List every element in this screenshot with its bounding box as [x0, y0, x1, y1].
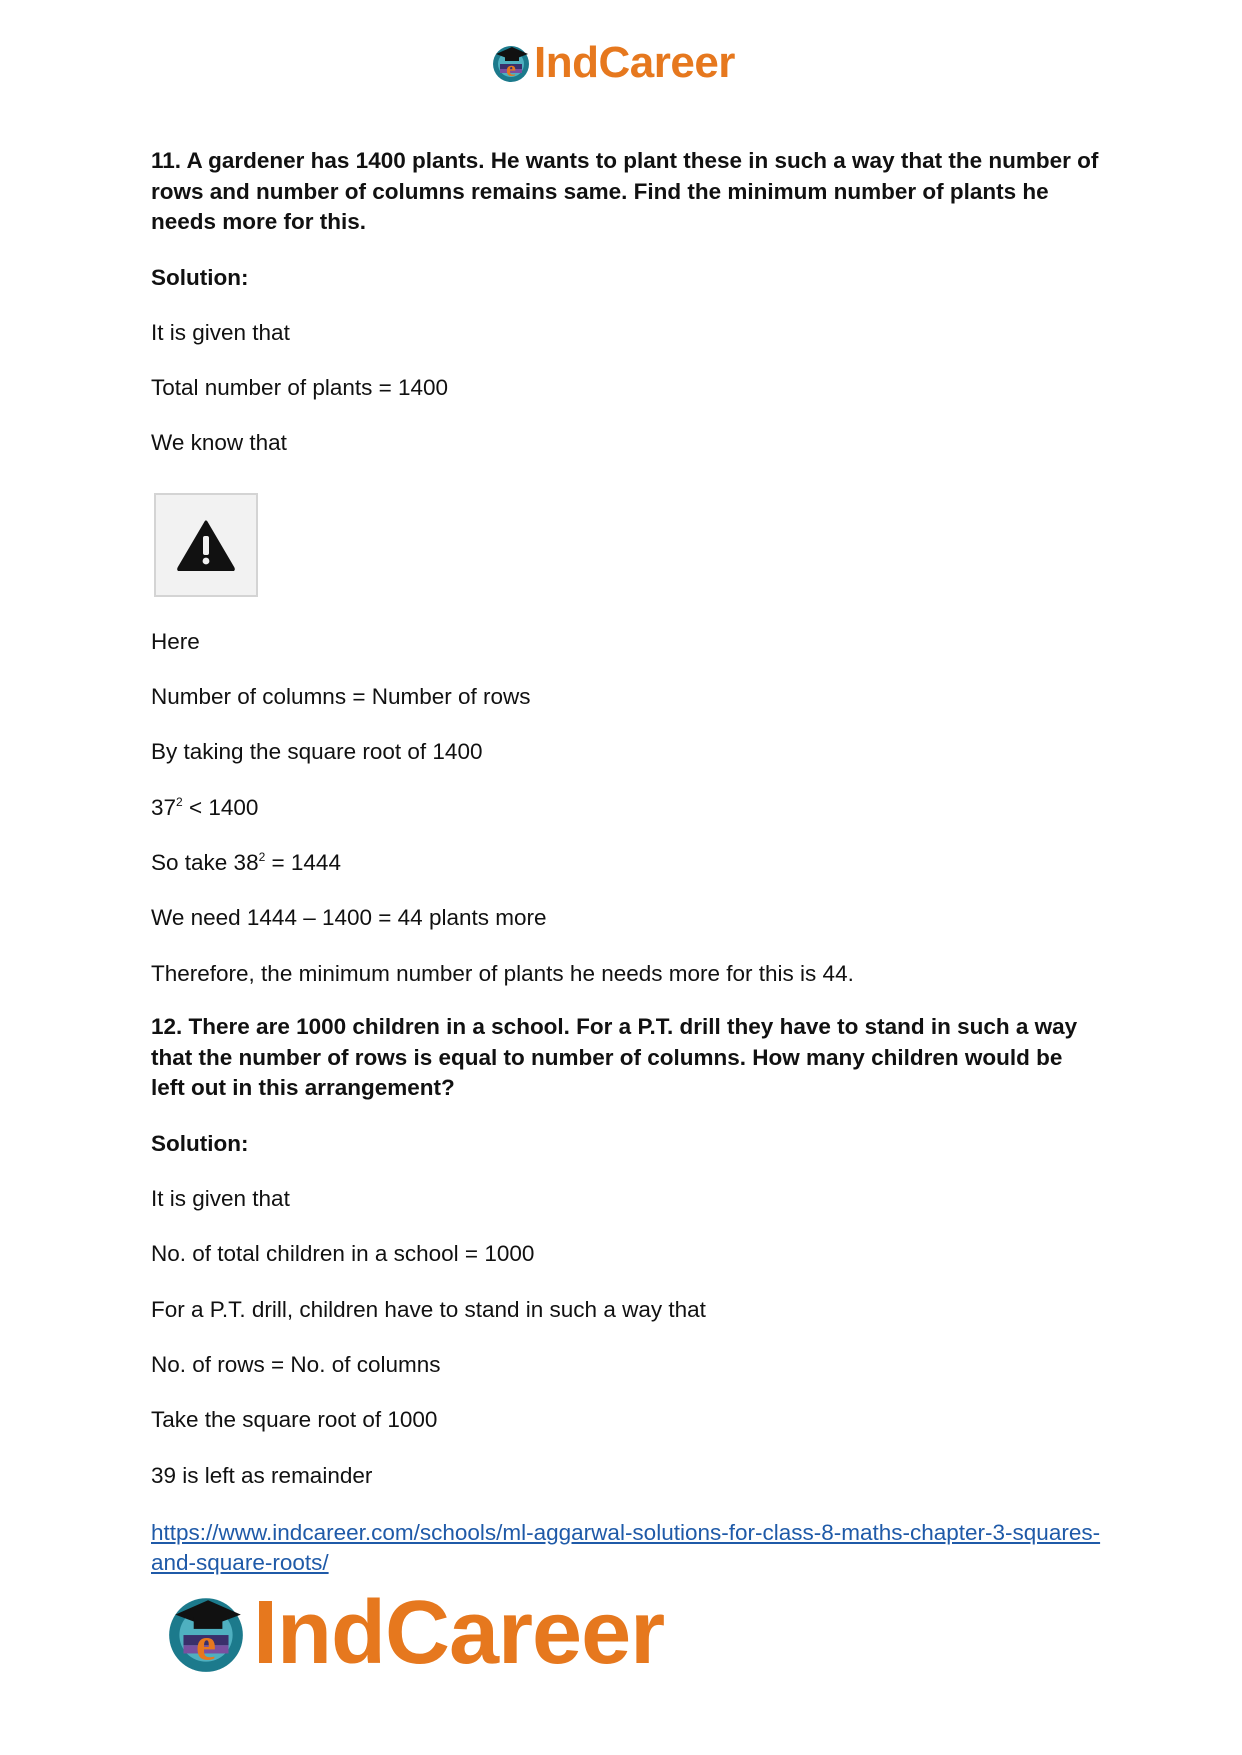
- question-11: 11. A gardener has 1400 plants. He wants to plant these in such a way that the number of rows and number of columns remains same. Find the minimum number of plants he needs more for this.: [151, 148, 1099, 234]
- warning-icon: [176, 519, 236, 571]
- brand-wordmark: IndCareer: [253, 1583, 665, 1683]
- text-line: 39 is left as remainder: [151, 1463, 373, 1488]
- text-line: Total number of plants = 1400: [151, 375, 449, 400]
- svg-text:e: e: [506, 56, 516, 81]
- text-line: For a P.T. drill, children have to stand in such a way that: [151, 1297, 706, 1322]
- indcareer-emblem-icon: [490, 42, 532, 84]
- footer-logo: [163, 1583, 665, 1683]
- indcareer-emblem-icon: [163, 1590, 249, 1676]
- source-link[interactable]: https://www.indcareer.com/schools/ml-aggarwal-solutions-for-class-8-maths-chapter-3-squares-and-square-roots/: [151, 1520, 1101, 1575]
- svg-text:e: e: [196, 1619, 216, 1670]
- conclusion-line: Therefore, the minimum number of plants he needs more for this is 44.: [151, 961, 854, 986]
- text-line: Take the square root of 1000: [151, 1407, 438, 1432]
- text-line: Here: [151, 629, 200, 654]
- text-line: We need 1444 – 1400 = 44 plants more: [151, 905, 547, 930]
- question-12: 12. There are 1000 children in a school. For a P.T. drill they have to stand in such a way that the number of rows is equal to number of columns. How many children would be left out in this arrangement?: [151, 1014, 1078, 1100]
- text-line: No. of total children in a school = 1000: [151, 1241, 535, 1266]
- header-logo: [490, 38, 735, 87]
- solution-label: Solution:: [151, 265, 249, 290]
- math-step-2: So take $38^2 = 1444$: [151, 850, 341, 875]
- broken-image-placeholder: [154, 493, 258, 597]
- text-line: No. of rows = No. of columns: [151, 1352, 441, 1377]
- math-step-1: $37^2 < 1400$: [151, 795, 259, 820]
- brand-wordmark: IndCareer: [534, 38, 735, 87]
- text-line: It is given that: [151, 320, 290, 345]
- text-line: It is given that: [151, 1186, 290, 1211]
- text-line: By taking the square root of 1400: [151, 739, 483, 764]
- solution-label: Solution:: [151, 1131, 249, 1156]
- text-line: We know that: [151, 430, 287, 455]
- text-line: Number of columns = Number of rows: [151, 684, 531, 709]
